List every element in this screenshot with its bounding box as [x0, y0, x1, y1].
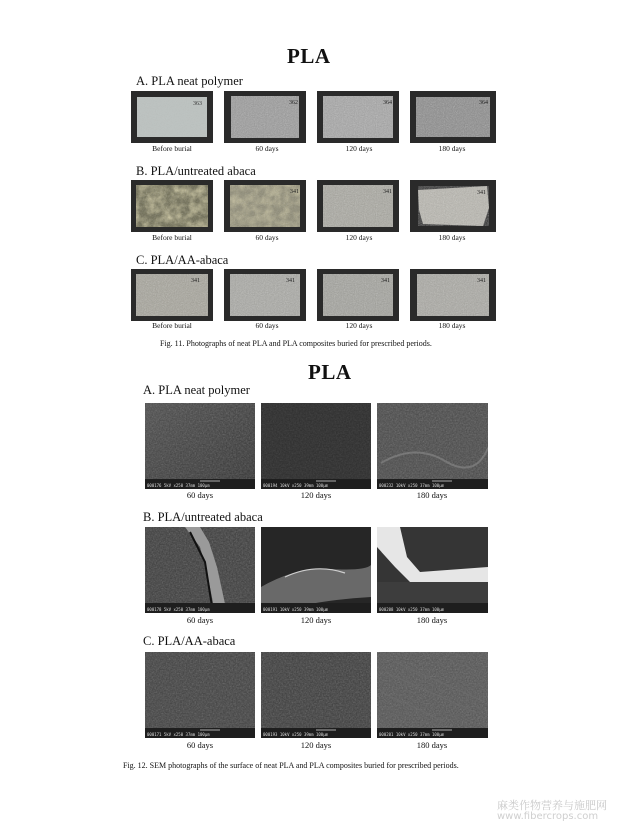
photo-label: 341 [477, 190, 486, 196]
fig11-title: PLA [287, 44, 331, 68]
fig11-row-a-photos [131, 91, 501, 143]
photo-label: 341 [381, 278, 390, 284]
fig12-row-b [145, 527, 488, 618]
caption-180-days: 180 days [438, 321, 466, 330]
caption-120-days: 120 days [300, 740, 332, 750]
sem-info: 000178 5kV x250 37mm 100µm [147, 607, 210, 612]
caption-before-burial: Before burial [152, 321, 192, 330]
photo-label: 364 [479, 100, 488, 106]
watermark-line1: 麻类作物营养与施肥网 [497, 799, 607, 812]
fig12-section-a-label: A. PLA neat polymer [143, 383, 250, 397]
photo-label: 362 [289, 100, 298, 106]
sem-image [261, 652, 371, 738]
watermark-line2: www.fibercrops.com [497, 811, 599, 822]
caption-180-days: 180 days [438, 233, 466, 242]
photo-label: 363 [193, 101, 202, 107]
sem-image [377, 403, 488, 489]
caption-60-days: 60 days [255, 144, 279, 153]
fig12-row-a-sem [145, 403, 488, 489]
caption-120-days: 120 days [300, 615, 332, 625]
sem-info: 000194 10kV x250 39mm 100µm [263, 483, 329, 488]
fig12-caption: Fig. 12. SEM photographs of the surface of neat PLA and PLA composites buried for prescribed periods. [123, 761, 459, 770]
caption-120-days: 120 days [345, 233, 373, 242]
sem-image [377, 527, 488, 613]
caption-120-days: 120 days [345, 321, 373, 330]
caption-60-days: 60 days [186, 615, 214, 625]
caption-60-days: 60 days [186, 740, 214, 750]
caption-60-days: 60 days [255, 321, 279, 330]
photo-label: 341 [383, 189, 392, 195]
caption-180-days: 180 days [438, 144, 466, 153]
fig11-row-a [131, 91, 501, 148]
fig12-row-c-sem [145, 652, 488, 738]
sem-image [145, 403, 255, 489]
fig12-row-c [145, 652, 488, 743]
sem-info: 000232 10kV x250 37mm 100µm [379, 483, 445, 488]
fig12-row-b-sem [145, 527, 488, 613]
sem-info: 000193 10kV x250 39mm 100µm [263, 732, 329, 737]
fig11-section-c-label: C. PLA/AA-abaca [136, 253, 229, 267]
fig11-row-c-photos [131, 269, 501, 321]
caption-180-days: 180 days [416, 615, 448, 625]
fig11-caption: Fig. 11. Photographs of neat PLA and PLA composites buried for prescribed periods. [160, 339, 432, 348]
caption-before-burial: Before burial [152, 144, 192, 153]
caption-60-days: 60 days [186, 490, 214, 500]
sem-image [261, 403, 371, 489]
photo-label: 341 [191, 278, 200, 284]
sem-info: 000191 10kV x250 39mm 100µm [263, 607, 329, 612]
caption-180-days: 180 days [416, 740, 448, 750]
sem-image [377, 652, 488, 738]
sem-info: 000171 5kV x250 37mm 100µm [147, 732, 210, 737]
caption-120-days: 120 days [345, 144, 373, 153]
sem-info: 000201 10kV x250 37mm 100µm [379, 732, 445, 737]
fig12-section-c-label: C. PLA/AA-abaca [143, 634, 236, 648]
fig11-row-b [131, 180, 501, 237]
caption-180-days: 180 days [416, 490, 448, 500]
photo-label: 341 [286, 278, 295, 284]
fig11-section-b-label: B. PLA/untreated abaca [136, 164, 256, 178]
fig11-section-a-label: A. PLA neat polymer [136, 74, 243, 88]
caption-120-days: 120 days [300, 490, 332, 500]
photo-label: 364 [383, 100, 392, 106]
fig12-title: PLA [308, 360, 352, 384]
sem-image [145, 652, 255, 738]
photo-label: 341 [290, 189, 299, 195]
caption-60-days: 60 days [255, 233, 279, 242]
photo-label: 341 [477, 278, 486, 284]
sem-info: 000176 5kV x250 37mm 100µm [147, 483, 210, 488]
fig12-section-b-label: B. PLA/untreated abaca [143, 510, 263, 524]
caption-before-burial: Before burial [152, 233, 192, 242]
fig11-row-c [131, 269, 501, 326]
sem-info: 000208 10kV x250 37mm 100µm [379, 607, 445, 612]
fig12-row-a [145, 403, 488, 494]
sem-image [145, 527, 255, 613]
sem-image [261, 527, 371, 613]
fig11-row-b-photos [131, 180, 501, 232]
